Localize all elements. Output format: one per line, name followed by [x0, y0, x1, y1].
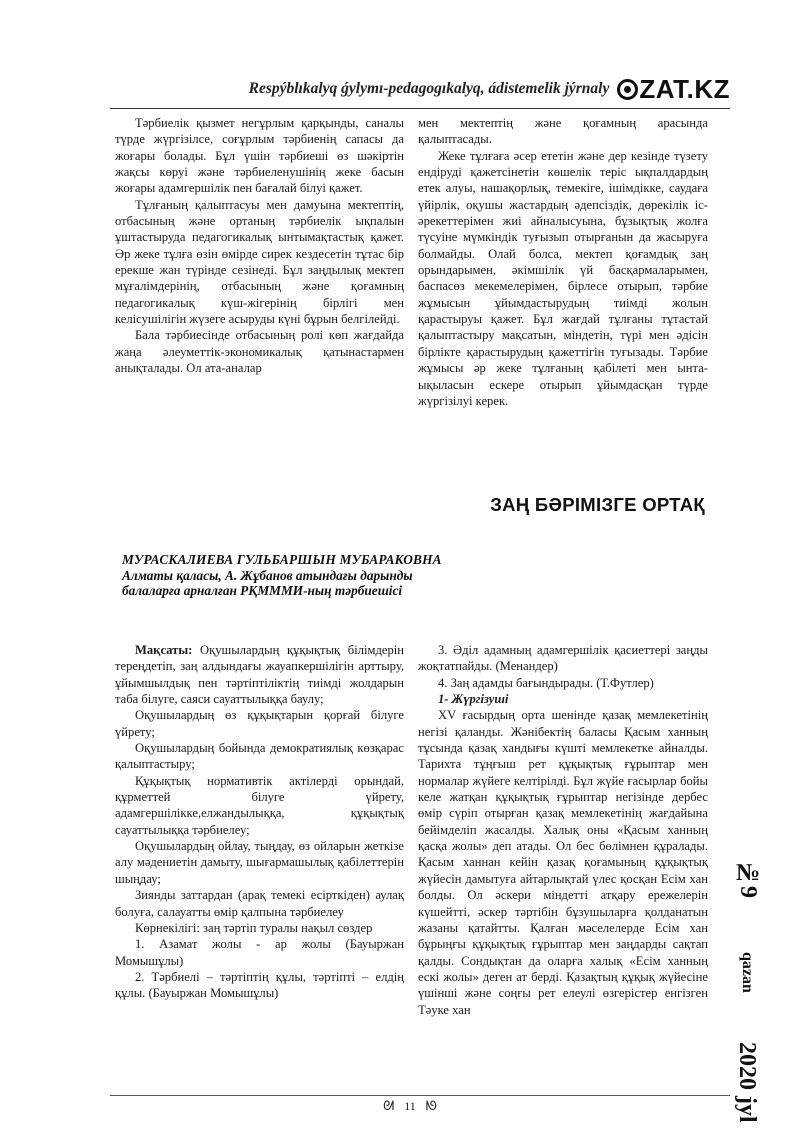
- top-left-column: [115, 115, 404, 377]
- logo-text: ZAT.KZ: [639, 73, 730, 104]
- footer-divider: [110, 1095, 730, 1096]
- issue-year: 2020 jyl: [734, 1042, 760, 1123]
- issue-month: qazan: [739, 952, 756, 993]
- author-affiliation: Алматы қаласы, А. Жұбанов атындағы дарынды: [122, 567, 413, 583]
- list-item: Оқушылардың ойлау, тыңдау, өз ойларын жеткізе алу мәдениетін дамыту, шығармашылық қабілеттерін шыңдау;: [115, 839, 404, 886]
- quote-item: 2. Тәрбиелі – тәртіптің құлы, тәртіпті – елдің құлы. (Бауыржан Момышұлы): [115, 969, 404, 1001]
- goal-paragraph: [115, 642, 404, 707]
- author-affiliation: балаларға арналған РҚМММИ-ның тәрбиешісі: [122, 583, 403, 598]
- paragraph: Тәрбиелік қызмет негұрлым қарқынды, саналы түрде жүргізілсе, соғұрлым тәрбиенің сапасы да жоғары болады. Бұл үшін тәрбиеші өз шәкіртін жақсы көруі және тәрбиеленушінің жеке басын жоғары адамгершілік пен бағалай білуі қажет.: [115, 116, 404, 196]
- paragraph: XV ғасырдың орта шенінде қазақ мемлекетінің негізі қаланды. Жәнібектің баласы Қасым ханның тұсында қазақ хандығы күшті мемлекетке айналды. Тарихта тұңғыш рет құқықтық ғұрыптар мен нормалар жүйеге келтірілді. Бұл жүйе ғасырлар бойы келе жатқан құқықтық ғұрыптар негізінде дербес өмір сүріп отырған қазақ мемлекетінің жағдайына бейімделіп жасалды. Халық оны «Қасым ханның қасқа жолы» деп атады. Ол бес бөлімнен құралады. Қасым ханнан кейін қазақ қоғамының құқықтық жүйесін дамытуға айтарлықтай үлес қосқан Есім хан болды. Ол әскери міндетті атқару ережелерін күшейтті, әскер тәртібін бұзушыларға қолданатын жазаны қатайтты. Қалған мәселелерде Есім хан бұрыңғы құқықтық ғұрыптар мен заңдарды сақтап қалды. Сондықтан да оларға халық «Есім ханның ескі жолы» деген ат берді. Қазақтың құқық жүйесіне үшінші және соңғы рет елеулі өзгерістер енгізген Тәуке хан: [418, 708, 708, 1017]
- page-footer: [350, 1097, 470, 1115]
- header-divider: [110, 108, 730, 109]
- top-right-column: [418, 115, 708, 409]
- bottom-right-column: [418, 642, 708, 1018]
- issue-number: №9: [735, 860, 761, 898]
- list-item: Оқушылардың өз құқықтарын қорғай білуге үйрету;: [115, 708, 404, 739]
- paragraph: Жеке тұлғаға әсер ететін және дер кезінде түзету ендіруді қажетсінетін көшелік теріс ықпалдардың етек алуы, нашақорлық, темекіге, ішімдікке, саудаға үйірлік, оқушы жастардың әдепсіздік, дөрекілік іс-әрекеттерімен жиі айналысуына, бұзықтық жолға түсуіне мүмкіндік туғызып отырғанын да жасыруға болмайды. Олай болса, мектеп қоғамдық заң орындарымен, әкімшілік үй басқармаларымен, баспасөз мекемелерімен, бірлесе отырып, тәрбие жұмысын ұйымдастырудың тиімді жолын қарастыруы қажет. Бұл жағдай тұлғаны тұтастай қалыптастыру мақсатын, міндетін, түрі мен әдісін бірлікте қарастырудың қажеттігін туғызады. Тәрбие жұмысы әр жеке тұлғаның қабілеті мен ынта-ықыласын ескере отырып ұйымдасқан түрде жүргізілуі керек.: [418, 148, 708, 408]
- journal-title: Respýblıkalyq ǵylymı-pedagogıkalyq, ádistemelik jýrnaly: [248, 80, 610, 97]
- issue-sidebar: [726, 860, 772, 1123]
- paragraph: Тұлғаның қалыптасуы мен дамуына мектептің, отбасының және ортаның тәрбиелік ықпалын ұштастыруда педагогикалық ынтымақтастық қажет. Әр жеке тұлға өзін өмірде сирек кездесетін тұтас бір ерекше жан түрінде сезінеді. Бұл заңдылық мектеп мұғалімдерінің, отбасының және қоғамның педагогикалық күш-жігерінің бірлігі мен келісушілігін жүзеге асыруды күні бұрын белгілейді.: [115, 197, 404, 327]
- page-header: [130, 72, 730, 106]
- goal-text: Оқушылардың құқықтық білімдерін тереңдетіп, заң алдындағы жауапкершілігін арттыру, ұйымшылдық пен тәртіптіліктің тиімді жолдарын таба білуге, саяси сауаттылыққа баулу;: [115, 643, 404, 707]
- list-item: Зиянды заттардан (арақ темекі есірткіден) аулақ болуға, салауатты өмір қалпына тәрбиелеу: [115, 888, 404, 919]
- ornament-left-icon: ᘛ: [383, 1098, 395, 1113]
- bottom-left-column: [115, 642, 404, 1002]
- ornament-right-icon: ᘚ: [425, 1098, 437, 1113]
- list-item: Құқықтық нормативтік актілерді орындай, құрметтей білуге үйрету, адамгершілікке,елжандылыққа, құқықтық сауаттылыққа тәрбиелеу;: [115, 773, 404, 837]
- list-item: Оқушылардың бойында демократиялық көзқарас қалыптастыру;: [115, 741, 404, 772]
- author-block: [122, 552, 542, 599]
- paragraph: Бала тәрбиесінде отбасының ролі көп жағдайда жаңа әлеуметтік-экономикалық қатынастармен анықталады. Ол ата-аналар: [115, 328, 404, 376]
- quote-item: 3. Әділ адамның адамгершілік қасиеттері заңды жоқтатпайды. (Менандер): [418, 643, 708, 674]
- quote-item: 1. Азамат жолы - ар жолы (Бауыржан Момышұлы): [115, 937, 404, 968]
- subheading: 1- Жүргізуші: [438, 692, 509, 707]
- logo-eye-icon: [617, 79, 638, 100]
- page-number: 11: [404, 1098, 416, 1113]
- quote-item: 4. Заң адамды бағындырады. (Т.Футлер): [438, 675, 654, 690]
- goal-label: Мақсаты:: [135, 643, 193, 657]
- author-name: МУРАСКАЛИЕВА ГУЛЬБАРШЫН МУБАРАКОВНА: [122, 552, 442, 567]
- list-item: Көрнекілігі: заң тәртіп туралы нақыл сөздер: [135, 920, 373, 935]
- paragraph: мен мектептің және қоғамның арасында қалыптасады.: [418, 116, 708, 147]
- section-title: ЗАҢ БӘРІМІЗГЕ ОРТАҚ: [490, 494, 705, 515]
- journal-logo: [617, 74, 730, 105]
